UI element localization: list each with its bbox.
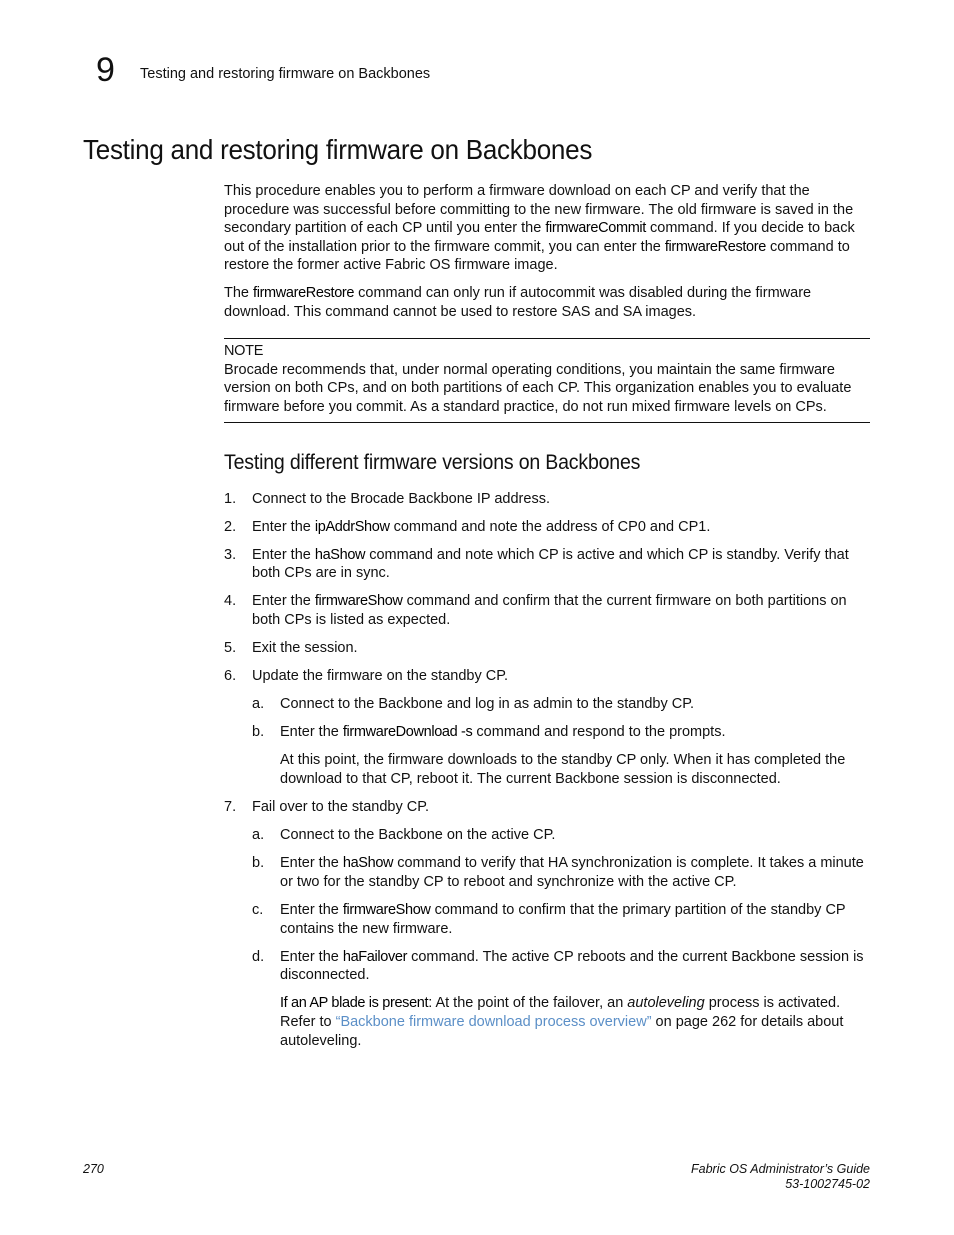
document-number: 53-1002745-02 [785, 1177, 870, 1191]
command-firmwarerestore: firmwareRestore [253, 284, 355, 301]
running-header: Testing and restoring firmware on Backbones [140, 66, 431, 82]
step-6a: a. Connect to the Backbone and log in as admin to the standby CP. [252, 696, 695, 713]
step-7: 7. Fail over to the standby CP. a. Connect to the Backbone on the active CP. b. Enter the haShow command to verify that HA synchronization is complete. It takes a minute or two for the standby CP to reboot and synchronize with the active CP. c. Enter the firmwareShow command to confirm that the primary partition of the standby CP contains the new firmware. d. Enter the haFailover command. The active CP reboots and the current Backbone session is disconnected. If an AP blade is present: At the point of the failover, an autoleveling process is activated. Refer to “Backbone firmware download process overview” on page 262 for details about autoleveling. [224, 798, 870, 1050]
footer-doc-info [691, 1162, 870, 1192]
command-firmwaredownload: firmwareDownload -s [342, 724, 473, 741]
section-title: Testing and restoring firmware on Backbones [83, 134, 593, 165]
step-7c: c. Enter the firmwareShow command to confirm that the primary partition of the standby CP contains the new firmware. [252, 902, 846, 937]
step-7-substeps [252, 826, 870, 1050]
command-hashow: haShow [342, 855, 394, 872]
step-7a: a. Connect to the Backbone on the active CP. [252, 827, 556, 844]
step-4: 4. Enter the firmwareShow command and confirm that the current firmware on both partitions on both CPs is listed as expected. [224, 593, 847, 628]
cross-reference-link[interactable]: “Backbone firmware download process overview” [335, 1014, 652, 1030]
ap-blade-paragraph: If an AP blade is present: At the point of the failover, an autoleveling process is activated. Refer to “Backbone firmware download process overview” on page 262 for details about autoleveling. [280, 995, 844, 1049]
command-firmwarecommit: firmwareCommit [545, 220, 646, 237]
restore-paragraph: The firmwareRestore command can only run if autocommit was disabled during the firmware download. This command cannot be used to restore SAS and SA images. [224, 284, 812, 320]
step-6: 6. Update the firmware on the standby CP. a. Connect to the Backbone and log in as admin to the standby CP. b. Enter the firmwareDownload -s command and respond to the prompts. At this point, the firmware downloads to the standby CP only. When it has completed the download to that CP, reboot it. The current Backbone session is disconnected. [224, 667, 870, 788]
step-7b: b. Enter the haShow command to verify that HA synchronization is complete. It takes a minute or two for the standby CP to reboot and synchronize with the active CP. [252, 855, 864, 890]
command-hashow: haShow [314, 546, 366, 563]
step-6b-note: At this point, the firmware downloads to the standby CP only. When it has completed the download to that CP, reboot it. The current Backbone session is disconnected. [280, 752, 846, 788]
procedure-steps [224, 490, 870, 1051]
step-3: 3. Enter the haShow command and note which CP is active and which CP is standby. Verify that both CPs are in sync. [224, 546, 849, 582]
page-number: 270 [83, 1162, 104, 1176]
guide-title: Fabric OS Administrator’s Guide [691, 1162, 870, 1176]
note-label: NOTE [224, 343, 264, 360]
note-box [224, 338, 870, 422]
note-text: Brocade recommends that, under normal operating conditions, you maintain the same firmware version on both CPs, and on both partitions of each CP. This organization enables you to evaluate firmware before you commit. As a standard practice, do not run mixed firmware levels on CPs. [224, 361, 852, 415]
intro-paragraph: This procedure enables you to perform a firmware download on each CP and verify that the procedure was successful before committing to the new firmware. The old firmware is saved in the secondary partition of each CP until you enter the firmwareCommit command. If you decide to back out of the installation prior to the firmware commit, you can enter the firmwareRestore command to restore the former active Fabric OS firmware image. [224, 183, 855, 274]
command-hafailover: haFailover [342, 948, 408, 965]
chapter-number: 9 [96, 51, 115, 89]
main-content [224, 182, 870, 1060]
step-2: 2. Enter the ipAddrShow command and note the address of CP0 and CP1. [224, 518, 711, 535]
step-6-substeps [252, 695, 870, 788]
subsection-title: Testing different firmware versions on Backbones [224, 450, 641, 474]
command-firmwarerestore: firmwareRestore [664, 238, 766, 255]
step-5: 5. Exit the session. [224, 640, 358, 657]
command-firmwareshow: firmwareShow [342, 902, 431, 919]
step-1: 1. Connect to the Brocade Backbone IP address. [224, 490, 550, 507]
step-6b: b. Enter the firmwareDownload -s command and respond to the prompts. At this point, the firmware downloads to the standby CP only. When it has completed the download to that CP, reboot it. The current Backbone session is disconnected. [252, 723, 870, 788]
ap-blade-lead: If an AP blade is present [280, 995, 429, 1012]
command-firmwareshow: firmwareShow [314, 593, 403, 610]
command-ipaddrshow: ipAddrShow [314, 518, 390, 535]
step-7d: d. Enter the haFailover command. The active CP reboots and the current Backbone session is disconnected. If an AP blade is present: At the point of the failover, an autoleveling process is activated. Refer to “Backbone firmware download process overview” on page 262 for details about autoleveling. [252, 948, 870, 1050]
